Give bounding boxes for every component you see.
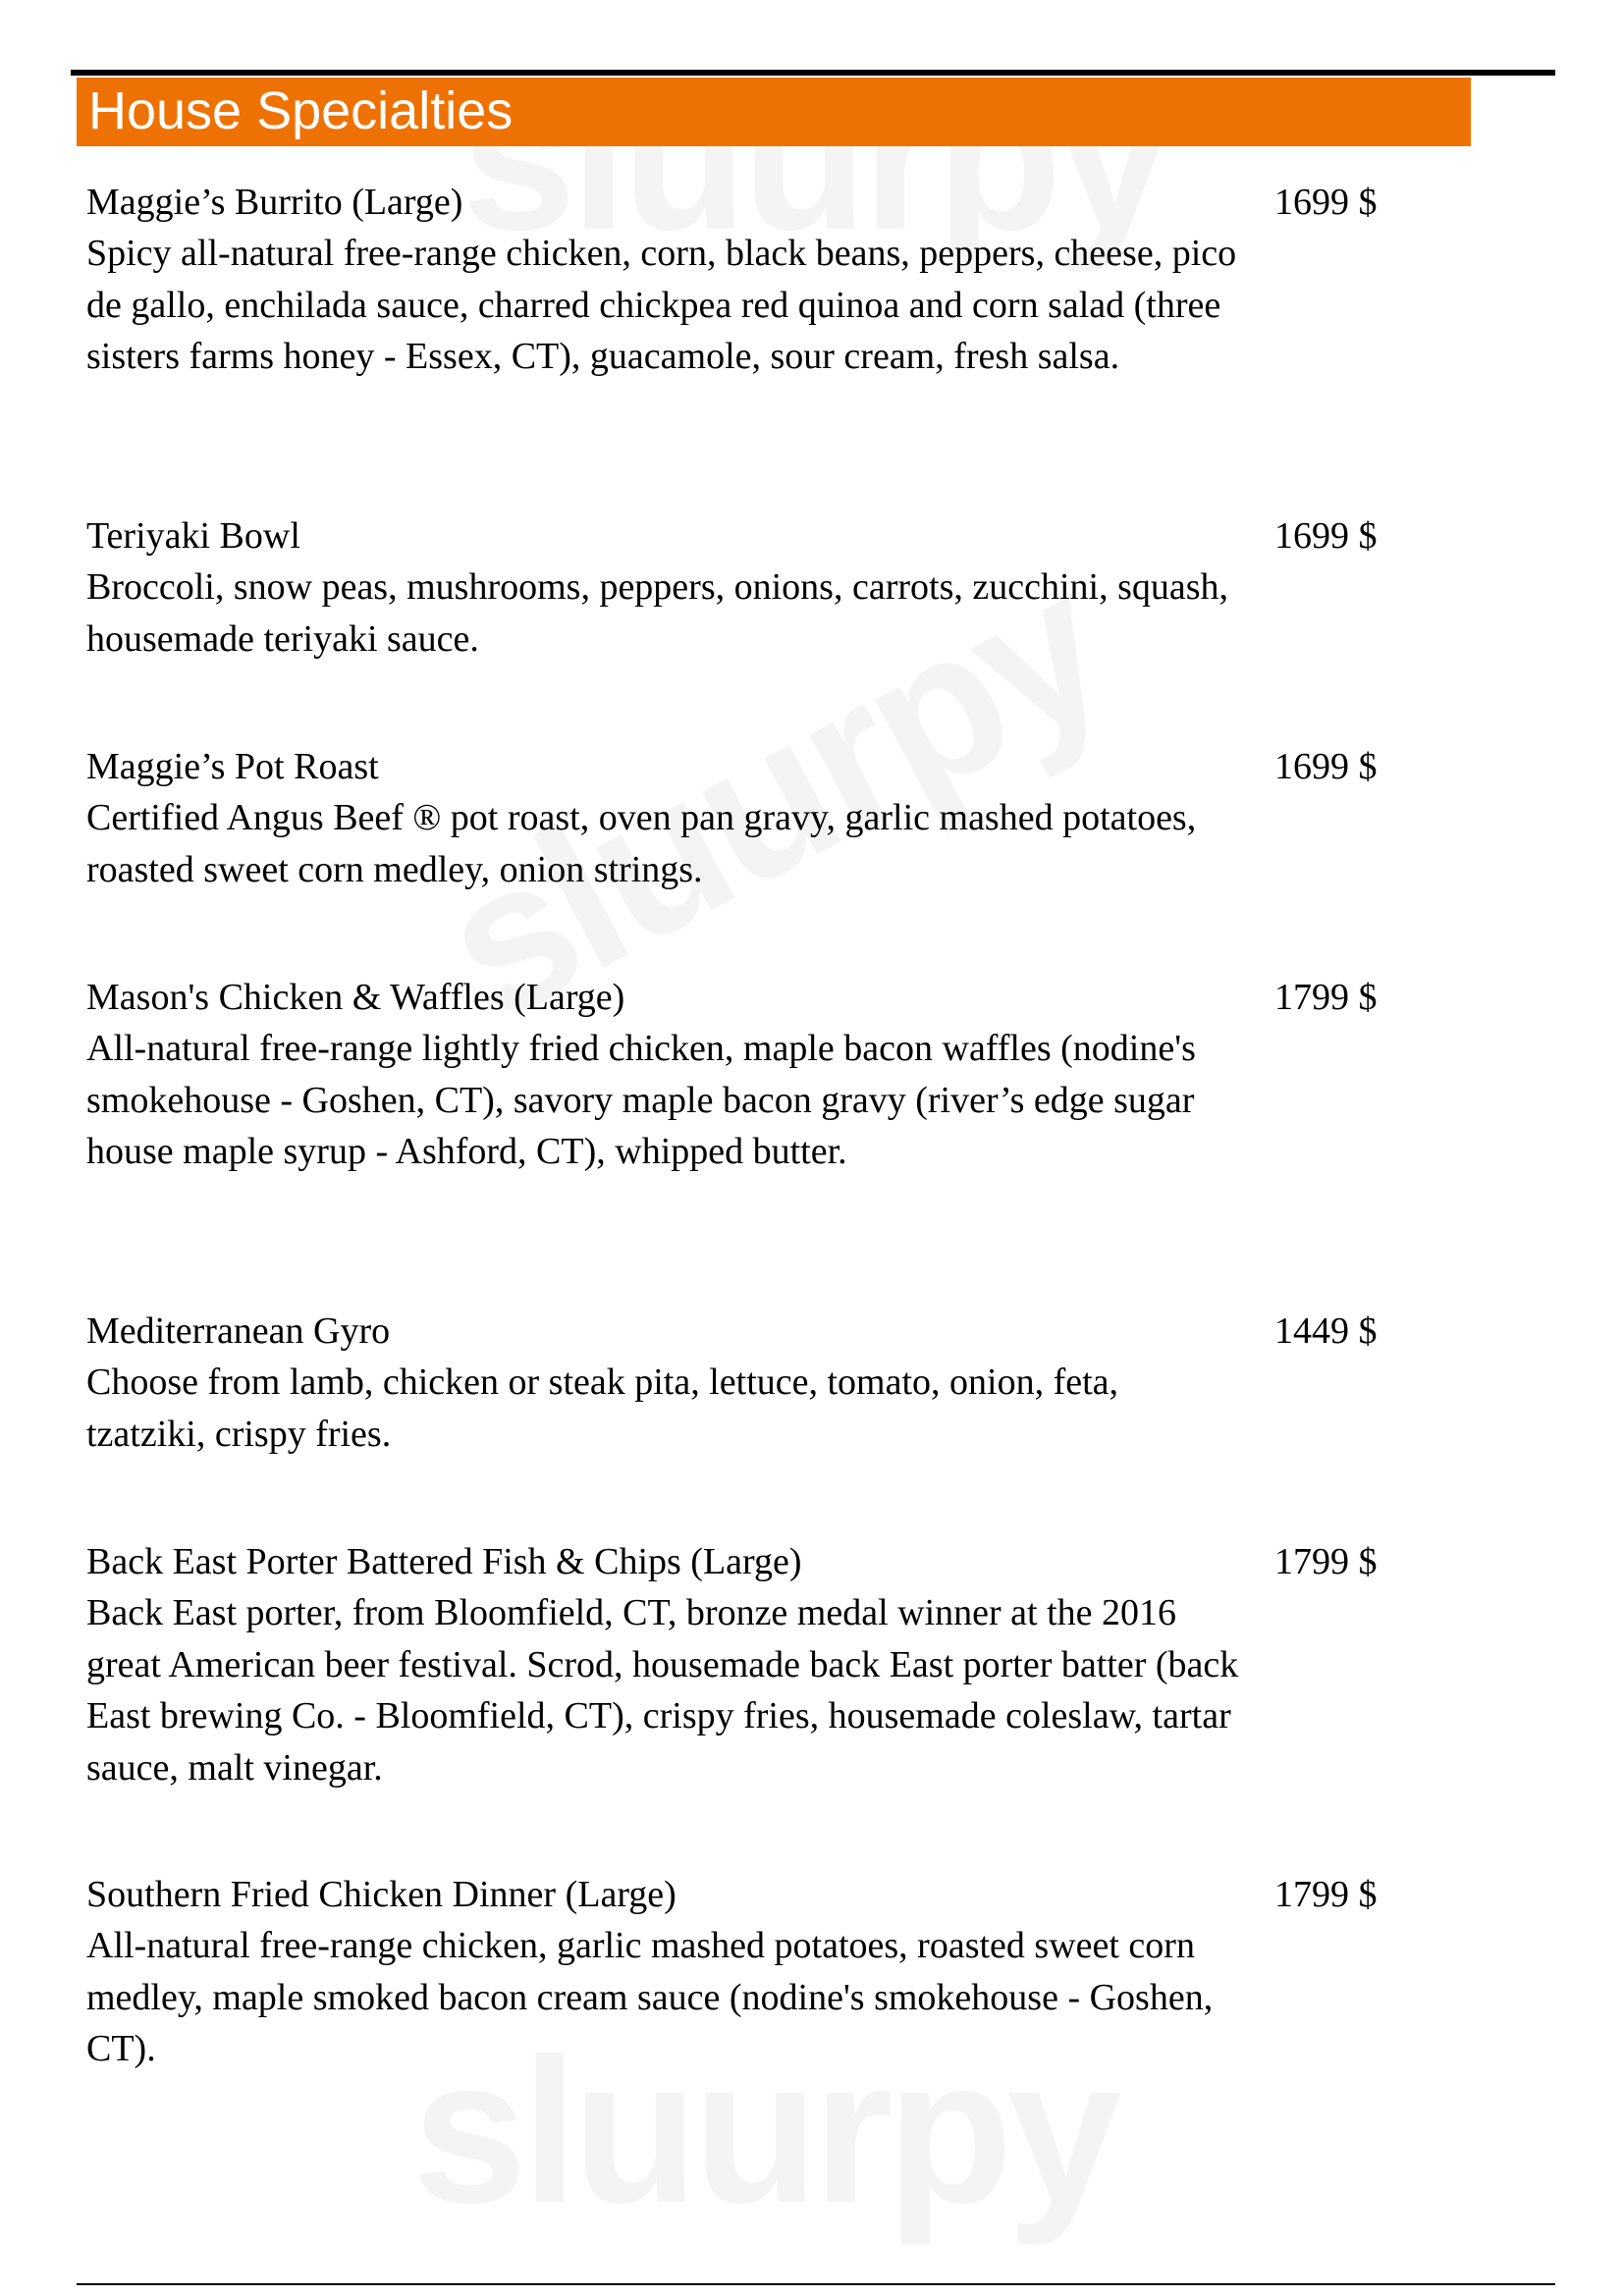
item-name: Teriyaki Bowl bbox=[86, 515, 300, 557]
item-name: Mediterranean Gyro bbox=[86, 1310, 391, 1352]
item-price: 1799 $ bbox=[1274, 1541, 1378, 1582]
item-description: Broccoli, snow peas, mushrooms, peppers, onions, carrots, zucchini, squash, housemade teriyaki sauce. bbox=[86, 566, 1229, 660]
item-name: Mason's Chicken & Waffles (Large) bbox=[86, 977, 625, 1018]
item-name: Maggie’s Burrito (Large) bbox=[86, 182, 463, 223]
item-description: Choose from lamb, chicken or steak pita, lettuce, tomato, onion, feta, tzatziki, crispy fries. bbox=[86, 1362, 1119, 1455]
section-title: House Specialties bbox=[88, 81, 514, 140]
top-divider bbox=[71, 70, 1555, 76]
item-price: 1699 $ bbox=[1274, 746, 1378, 787]
item-description: All-natural free-range lightly fried chicken, maple bacon waffles (nodine's smokehouse - Goshen, CT), savory maple bacon gravy (river’s edge sugar house maple syrup - Ashford, CT), whipped butter. bbox=[86, 1028, 1196, 1172]
item-price: 1799 $ bbox=[1274, 977, 1378, 1018]
item-description: Back East porter, from Bloomfield, CT, bronze medal winner at the 2016 great American beer festival. Scrod, housemade back East porter batter (back East brewing Co. - Bloomfield, CT), crispy fries, housemade coleslaw, tartar sauce, malt vinegar. bbox=[86, 1592, 1239, 1789]
item-name: Back East Porter Battered Fish & Chips (Large) bbox=[86, 1541, 802, 1582]
item-description: All-natural free-range chicken, garlic mashed potatoes, roasted sweet corn medley, maple smoked bacon cream sauce (nodine's smokehouse - Goshen, CT). bbox=[86, 1925, 1214, 2069]
item-price: 1799 $ bbox=[1274, 1874, 1378, 1915]
bottom-divider bbox=[77, 2283, 1555, 2285]
item-price: 1699 $ bbox=[1274, 515, 1378, 557]
item-description: Certified Angus Beef ® pot roast, oven pan gravy, garlic mashed potatoes, roasted sweet corn medley, onion strings. bbox=[86, 797, 1197, 890]
item-price: 1449 $ bbox=[1274, 1310, 1378, 1352]
item-price: 1699 $ bbox=[1274, 182, 1378, 223]
item-description: Spicy all-natural free-range chicken, corn, black beans, peppers, cheese, pico de gallo, enchilada sauce, charred chickpea red quinoa and corn salad (three sisters farms honey - Essex, CT), guacamole, sour cream, fresh salsa. bbox=[86, 233, 1237, 377]
item-name: Maggie’s Pot Roast bbox=[86, 746, 379, 787]
section-header-bar bbox=[77, 78, 1471, 146]
item-name: Southern Fried Chicken Dinner (Large) bbox=[86, 1874, 677, 1915]
